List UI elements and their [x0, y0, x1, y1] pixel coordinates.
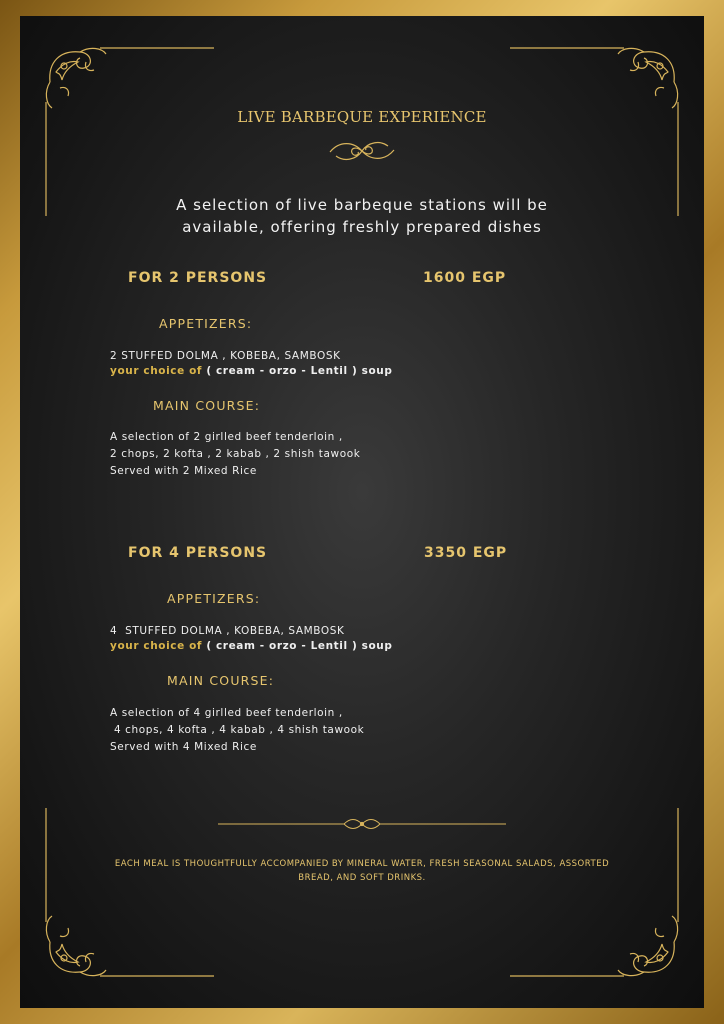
intro-line-1: A selection of live barbeque stations will be — [176, 196, 548, 214]
title-swirl-ornament-icon — [326, 136, 398, 166]
corner-flourish-icon — [40, 802, 220, 982]
package-heading-2-persons: FOR 2 PERSONS — [128, 270, 268, 286]
menu-panel — [20, 16, 704, 1008]
main-course-line: 4 chops, 4 kofta , 4 kabab , 4 shish tawook — [110, 724, 365, 736]
choice-prefix: your choice of — [110, 365, 203, 377]
appetizers-label: APPETIZERS: — [167, 591, 261, 606]
main-course-line: Served with 4 Mixed Rice — [110, 741, 257, 753]
divider-ornament-icon — [216, 816, 508, 832]
main-course-line: A selection of 2 girlled beef tenderloin , — [110, 431, 343, 443]
choice-options: ( cream - orzo - Lentil ) soup — [206, 365, 393, 377]
choice-options: ( cream - orzo - Lentil ) soup — [206, 640, 393, 652]
intro-text — [20, 194, 704, 238]
main-course-line: Served with 2 Mixed Rice — [110, 465, 257, 477]
intro-line-2: available, offering freshly prepared dishes — [182, 218, 542, 236]
package-heading-4-persons: FOR 4 PERSONS — [128, 545, 268, 561]
appetizers-label: APPETIZERS: — [159, 316, 253, 331]
appetizers-list: 2 STUFFED DOLMA , KOBEBA, SAMBOSK — [110, 350, 341, 362]
main-course-label: MAIN COURSE: — [153, 398, 261, 413]
footer-line-2: BREAD, AND SOFT DRINKS. — [298, 873, 426, 883]
main-course-line: A selection of 4 girlled beef tenderloin , — [110, 707, 343, 719]
package-price-4-persons: 3350 EGP — [424, 545, 508, 561]
soup-choice-line — [110, 363, 392, 380]
corner-flourish-icon — [504, 802, 684, 982]
package-price-2-persons: 1600 EGP — [423, 270, 507, 286]
choice-prefix: your choice of — [110, 640, 203, 652]
main-course-label: MAIN COURSE: — [167, 673, 275, 688]
soup-choice-line — [110, 638, 392, 655]
footer-note — [80, 857, 644, 885]
page-title: LIVE BARBEQUE EXPERIENCE — [237, 108, 487, 126]
appetizers-list: 4 STUFFED DOLMA , KOBEBA, SAMBOSK — [110, 625, 345, 637]
footer-line-1: EACH MEAL IS THOUGHTFULLY ACCOMPANIED BY MINERAL WATER, FRESH SEASONAL SALADS, ASSORTED — [114, 859, 610, 869]
main-course-line: 2 chops, 2 kofta , 2 kabab , 2 shish tawook — [110, 448, 361, 460]
